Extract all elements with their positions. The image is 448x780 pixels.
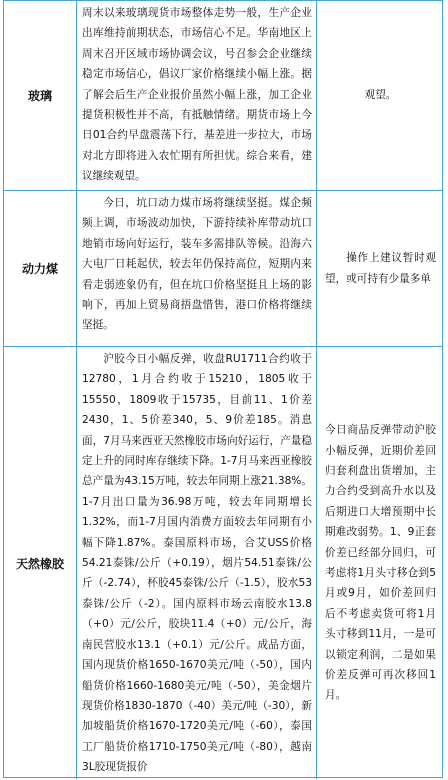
category-cell — [4, 347, 77, 779]
category-cell — [4, 191, 77, 346]
analysis-text: 周末以来玻璃现货市场整体走势一般，生产企业出库维持前期状态，市场信心不足。华南地区上周末召开区域市场协调会议，号召参会企业继续稳定市场信心，倡议厂家价格继续小幅上涨。据了解会后生产企业报价虽然小幅上涨，加工企业提货积极性并不高，有抵触情绪。期货市场上今日01合约早盘震荡下行，基差进一步拉大，市场对北方即将进入农忙期有所担忧。综合来看，建议继续观望。 — [82, 7, 312, 183]
analysis-text: 今日，坑口动力煤市场将继续坚挺。煤企频频上调，市场波动加快，下游持续补库带动坑口地销市场向好运行，装车多需排队等候。沿海六大电厂日耗起伏，较去年仍保持高位，短期内来看走弱迹象仍有，但在坑口价格坚挺且上场的影响下，再加上贸易商捂盘惜售，港口价格将继续坚挺。 — [82, 197, 312, 332]
advice-text: 操作上建议暂时观望，或可持有少量多单 — [325, 252, 436, 285]
advice-cell — [317, 1, 441, 190]
table-row-thermal-coal — [4, 191, 442, 347]
analysis-cell — [77, 191, 317, 346]
advice-text: 观望。 — [364, 89, 397, 102]
table-row-glass — [4, 1, 442, 191]
category-cell — [4, 1, 77, 190]
analysis-cell — [77, 347, 317, 779]
table-row-natural-rubber — [4, 347, 442, 779]
commodity-table — [3, 0, 443, 778]
category-label: 天然橡胶 — [15, 556, 64, 571]
category-label: 动力煤 — [21, 262, 58, 276]
advice-cell — [317, 191, 441, 346]
analysis-text: 沪胶今日小幅反弹，收盘RU1711合约收于12780，1月合约收于15210，1805收于15550，1809收于15735，目前11、1价差2430，1、5价差340，5、9价差185。消息面，7月马来西亚天然橡胶市场向好运行，产量稳定上升的同时库存继续下降。1-7月马来西亚橡胶总产量为43.15万吨，较去年同期上涨21.38%。1-7月出口量为36.98万吨，较去年同期增长1.32%，而1-7月国内消费方面较去年同期有小幅下降1.87%。泰国原料市场，合艾USS价格54.21泰铢/公斤（+0.19），烟片54.51泰铢/公斤（-2.74），杯胶45泰铢/公斤（-1.5），胶水53泰铢/公斤（-2）。国内原料市场云南胶水13.8（+0）元/公斤，胶块11.4（+0）元/公斤，海南民营胶水13.1（+0.1）元/公斤。成品方面，国内现货价格1650-1670美元/吨（-50），国内船货价格1660-1680美元/吨（-50），美金烟片现货价格1830-1870（-40）美元/吨（-30），新加坡船货价格1670-1720美元/吨（-60），泰国工厂船货价格1710-1750美元/吨（-80），越南3L胶现货报价 — [82, 353, 312, 774]
analysis-cell — [77, 1, 317, 190]
category-label: 玻璃 — [27, 89, 52, 103]
advice-cell — [317, 347, 441, 779]
advice-text: 今日商品反弹带动沪胶小幅反弹，近期价差回归套利盘出货增加，主力合约受到高升水以及后期进口大增预期中长期难改弱势。1、9正套价差已经部分回归，可考虑将1月头寸移仓到5月或9月，如价差回归后不考虑卖货可将1月头寸移到11月，一是可以锁定利润，二是如果价差反弹可再次移回1月。 — [325, 424, 436, 702]
